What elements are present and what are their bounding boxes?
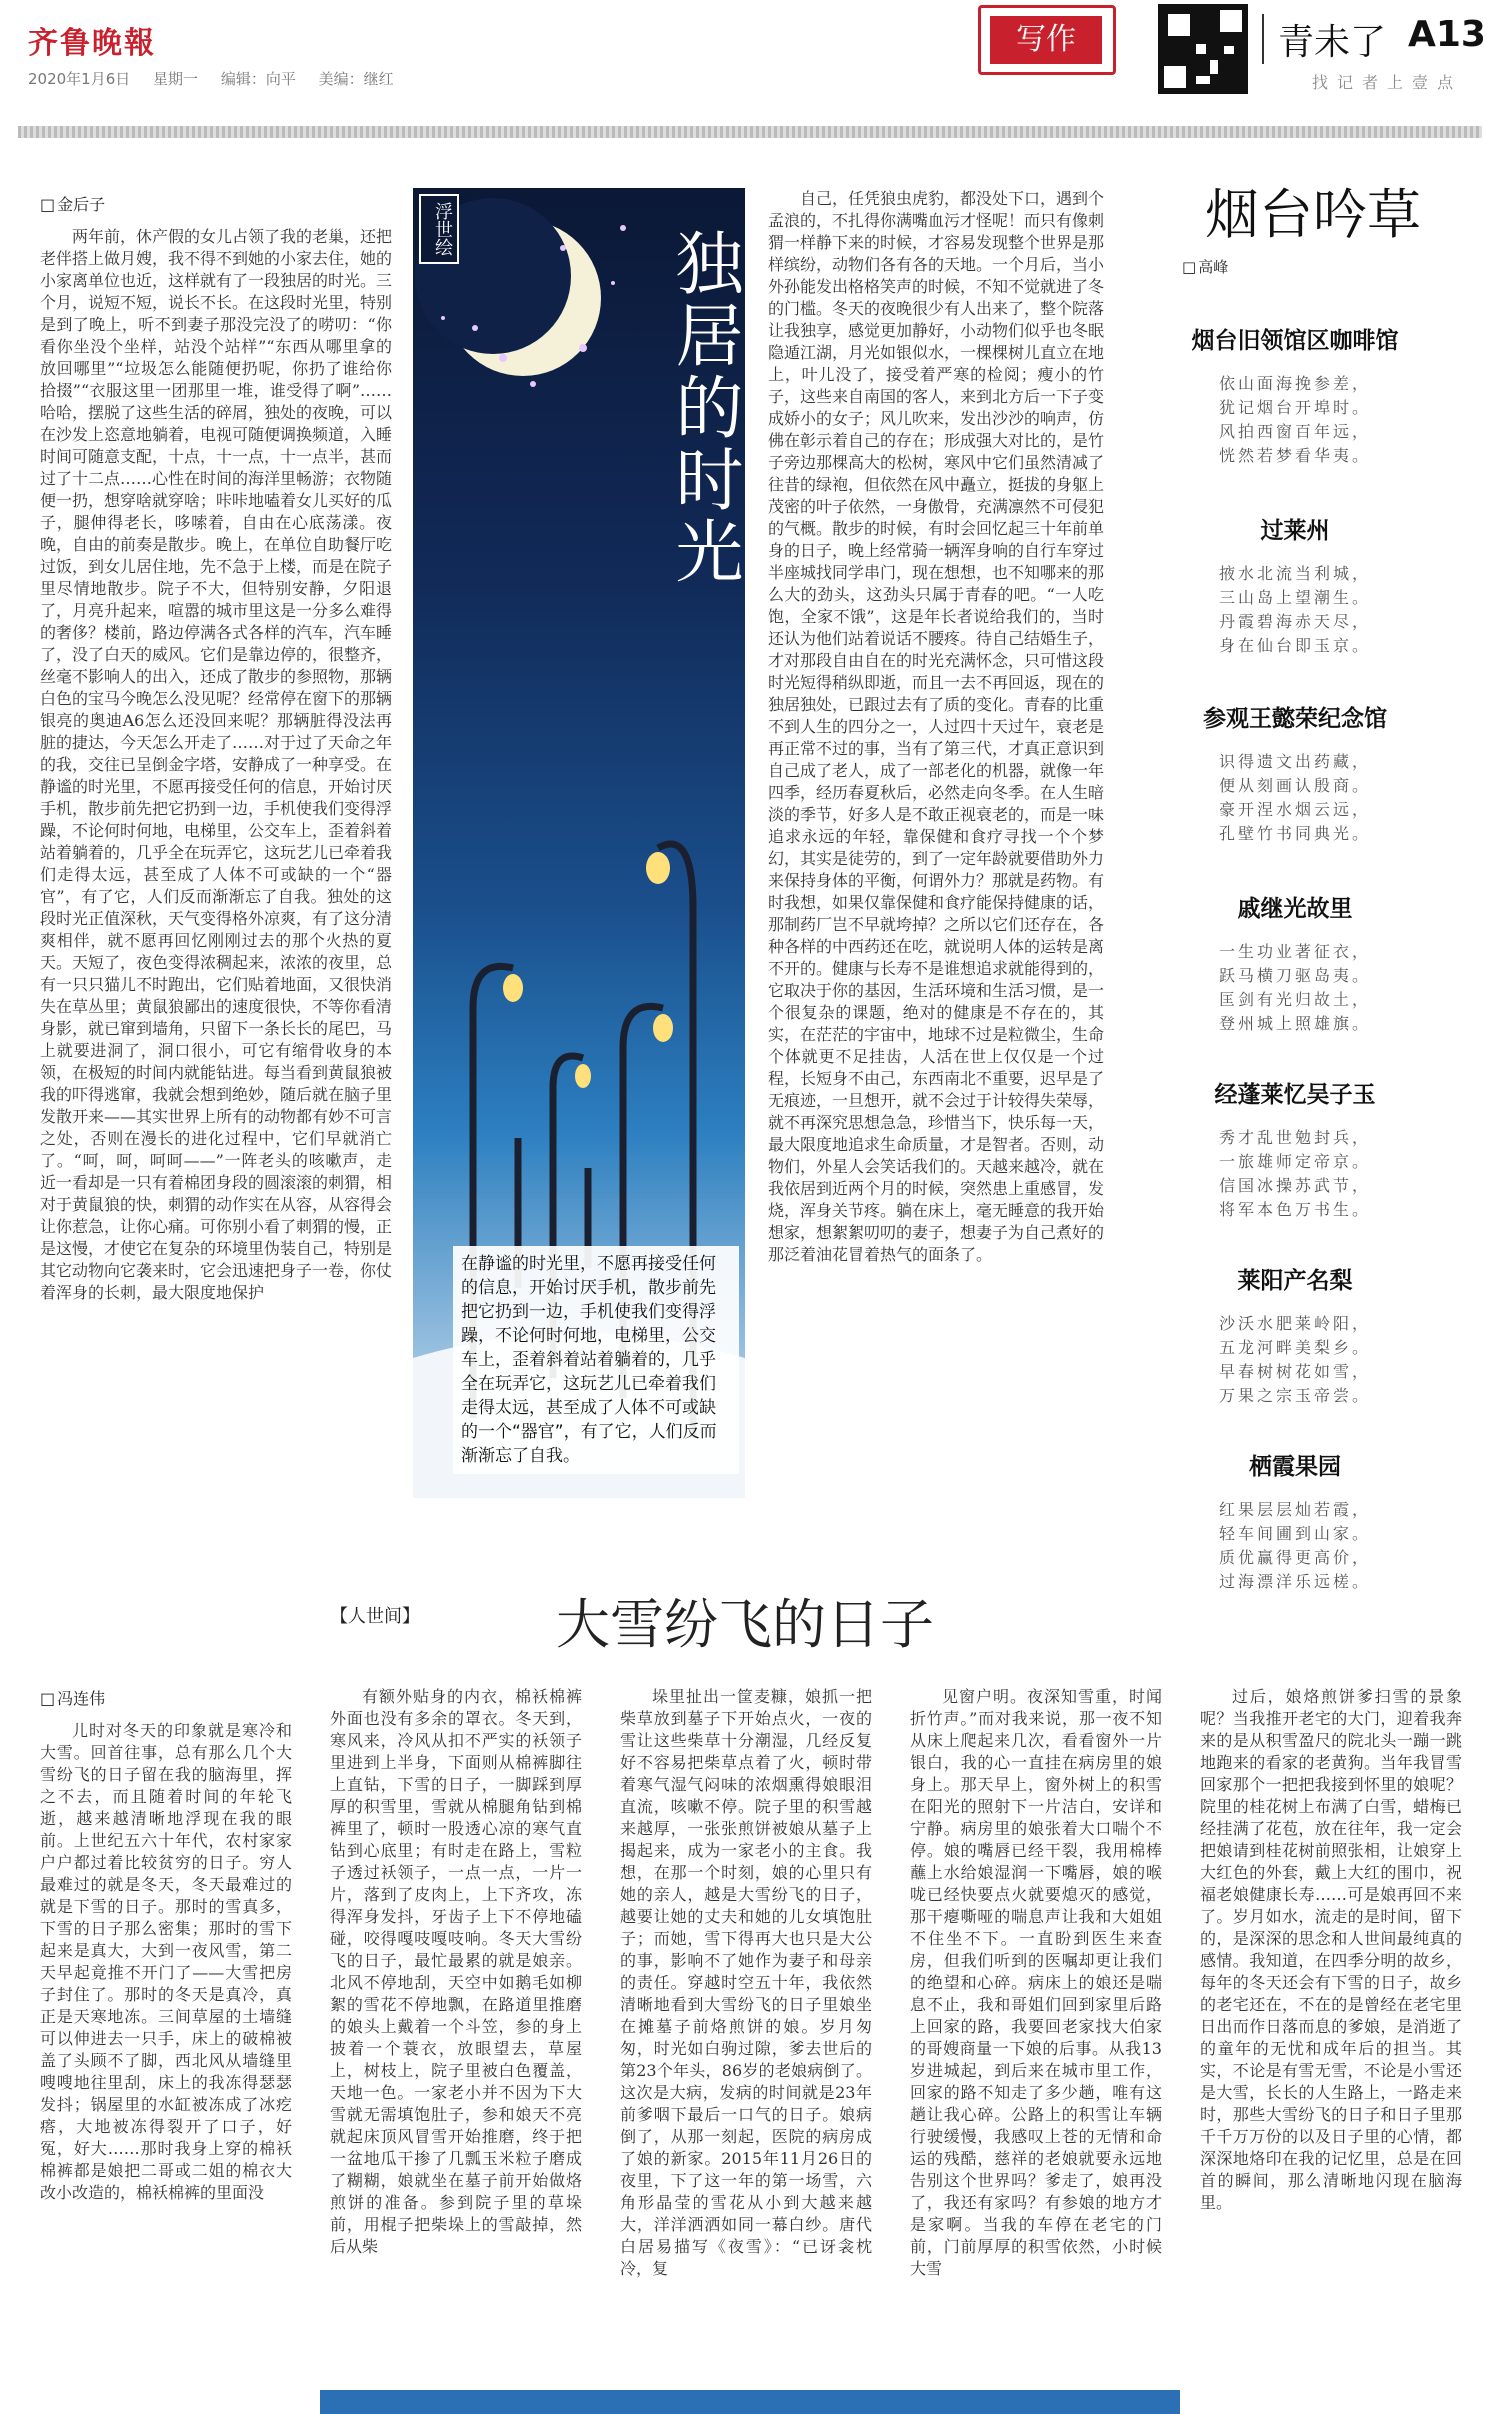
poem-title: 莱阳产名梨 <box>1237 1268 1353 1294</box>
poem-line: 豪开涅水烟云远， <box>1218 800 1371 819</box>
header-rule <box>18 126 1482 138</box>
article1-pullquote: 在静谧的时光里，不愿再接受任何的信息，开始讨厌手机，散步前先把它扔到一边，手机使我们变得浮躁，不论何时何地，电梯里，公交车上，歪着斜着站着躺着的，几乎全在玩弄它，这玩艺儿已牵着我们走得太远，甚至成了人体不可或缺的一个“器官”，有了它，人们反而渐渐忘了自我。 <box>453 1246 739 1474</box>
issue-meta <box>28 68 412 89</box>
poem-title: 参观王懿荣纪念馆 <box>1203 706 1387 732</box>
poem-line: 识得遗文出药藏， <box>1218 752 1371 771</box>
poem-line: 身在仙台即玉京。 <box>1218 636 1371 655</box>
article2-body-1: 儿时对冬天的印象就是寒冷和大雪。回首往事，总有那么几个大雪纷飞的日子留在我的脑海里，挥之不去，而且随着时间的年轮飞逝，越来越清晰地浮现在我的眼前。上世纪五六十年代，农村家家户户都过着比较贫穷的日子。穷人最难过的就是冬天，冬天最难过的就是下雪的日子。那时的雪真多，下雪的日子那么密集；那时的雪下起来是真大，大到一夜风雪，第二天早起竟推不开门了——大雪把房子封住了。那时的冬天是真冷，真正是天寒地冻。三间草屋的土墙缝可以伸进去一只手，床上的破棉被盖了头顾不了脚，西北风从墙缝里嗖嗖地往里刮，床上的我冻得瑟瑟发抖；锅屋里的水缸被冻成了冰疙瘩，大地被冻得裂开了口子，好冤，好大……那时我身上穿的棉袄棉裤都是娘把二哥或二姐的棉衣大改小改造的，棉袄棉裤的里面没 <box>40 1721 292 2202</box>
poem-title: 戚继光故里 <box>1237 896 1353 922</box>
article2-body-4: 见窗户明。夜深知雪重，时闻折竹声。”而对我来说，那一夜不知从床上爬起来几次，看看窗外一片银白，我的心一直挂在病房里的娘身上。那天早上，窗外树上的积雪在阳光的照射下一片洁白，安详和宁静。病房里的娘张着大口喘个不停。娘的嘴唇已经干裂，我用棉棒蘸上水给娘湿润一下嘴唇，娘的喉咙已经快要点火就要熄灭的感觉，那干瘪嘶哑的喘息声让我和大姐姐不住坐不下。一直盼到医生来查房，但我们听到的医嘱却更让我们的绝望和心碎。病床上的娘还是喘息不止，我和哥姐们回到家里后路上回家的路，我要回老家找大伯家的哥嫂商量一下娘的后事。从我13岁进城起，到后来在城市里工作，回家的路不知走了多少趟，唯有这趟让我心碎。公路上的积雪让车辆行驶缓慢，我感叹上苍的无情和命运的残酷，慈祥的老娘就要永远地告别这个世界吗？爹走了，娘再没了，我还有家吗？有参娘的地方才是家啊。当我的车停在老宅的门前，门前厚厚的积雪依然，小时候大雪 <box>910 1687 1162 2278</box>
article2-column-2 <box>330 1686 582 2380</box>
issue-editor: 编辑：向平 <box>220 70 296 88</box>
article2-body-2: 有额外贴身的内衣，棉袄棉裤外面也没有多余的罩衣。冬天到，寒风来，冷风从扣不严实的袄领子里进到上半身，下面则从棉裤脚往上直钻，下雪的日子，一脚踩到厚厚的积雪里，雪就从棉腿角钻到棉裤里了，顿时一股透心凉的寒气直钻到心底里；有时走在路上，雪粒子透过袄领子，一点一点，一片一片，落到了皮肉上，上下齐攻，冻得浑身发抖，牙齿子上下不停地磕碰，咬得嘎吱嘎吱响。冬天大雪纷飞的日子，最忙最累的就是娘亲。北风不停地刮，天空中如鹅毛如柳絮的雪花不停地飘，在路道里推磨的娘头上戴着一个斗笠，参的身上披着一个蓑衣，放眼望去，草屋上，树枝上，院子里被白色覆盖，天地一色。一家老小并不因为下大雪就无需填饱肚子，参和娘天不亮就起床顶风冒雪开始推磨，终于把一盆地瓜干掺了几瓢玉米粒子磨成了糊糊，娘就坐在墓子前开始做烙煎饼的准备。参到院子里的草垛前，用棍子把柴垛上的雪敲掉，然后从柴 <box>330 1687 582 2256</box>
article1-column-1 <box>40 226 392 1504</box>
poem-line: 掖水北流当利城， <box>1218 564 1371 583</box>
poem-line: 恍然若梦看华夷。 <box>1218 446 1371 465</box>
article1-illustration <box>413 188 745 1498</box>
poem-line: 孔壁竹书同典光。 <box>1218 824 1371 843</box>
poem-line: 匡剑有光归故土， <box>1218 990 1371 1009</box>
newspaper-logo: 齐鲁晚報 <box>28 26 156 61</box>
article2-title: 大雪纷飞的日子 <box>556 1593 934 1656</box>
section-name: 青未了 <box>1278 22 1387 63</box>
column-tag: 写作 <box>990 16 1102 64</box>
article2-body-5: 过后，娘烙煎饼爹扫雪的景象呢？当我推开老宅的大门，迎着我奔来的是从积雪盈尺的院北头一蹦一跳地跑来的看家的老黄狗。当年我冒雪回家那个一把把我接到怀里的娘呢？院里的桂花树上布满了白雪，蜡梅已经挂满了花苞，放在往年，我一定会把娘请到桂花树前照张相，让娘穿上大红色的外套，戴上大红的围巾，祝福老娘健康长寿……可是娘再回不来了。岁月如水，流走的是时间，留下的，是深深的思念和人世间最纯真的感情。我知道，在四季分明的故乡，每年的冬天还会有下雪的日子，故乡的老宅还在，不在的是曾经在老宅里日出而作日落而息的爹娘，是消逝了的童年的无忧和成年后的担当。其实，不论是有雪无雪，不论是小雪还是大雪，长长的人生路上，一路走来时，那些大雪纷飞的日子和日子里那千千万万份的以及日子里的心情，都深深地烙印在我的记忆里，总是在回首的瞬间，那么清晰地闪现在脑海里。 <box>1200 1687 1462 2212</box>
sidebar-title: 烟台吟草 <box>1205 183 1421 246</box>
article2-column-5 <box>1200 1686 1462 2380</box>
poem-line: 过海漂洋乐远槎。 <box>1218 1572 1371 1591</box>
page-number: A13 <box>1408 14 1486 55</box>
article2-tag: 【人世间】 <box>330 1606 420 1627</box>
issue-designer: 美编：继红 <box>318 70 394 88</box>
poem-line: 依山面海挽参差， <box>1218 374 1371 393</box>
issue-weekday: 星期一 <box>153 70 199 88</box>
article2-author: □ 冯连伟 <box>40 1686 105 1709</box>
poem-title: 栖霞果园 <box>1249 1454 1341 1480</box>
sidebar-author: □ 高峰 <box>1182 256 1228 277</box>
article1-title: 独居的时光 <box>664 228 743 588</box>
poem-line: 早春树树花如雪， <box>1218 1362 1371 1381</box>
poem-line: 风拍西窗百年远， <box>1218 422 1371 441</box>
poem-line: 便从刻画认殷商。 <box>1218 776 1371 795</box>
article2-column-4 <box>910 1686 1162 2380</box>
header-slogan: 找记者上壹点 <box>1312 73 1463 92</box>
poem-line: 犹记烟台开埠时。 <box>1218 398 1371 417</box>
poem-line: 质优赢得更高价， <box>1218 1548 1371 1567</box>
poem-line: 沙沃水肥莱岭阳， <box>1218 1314 1371 1333</box>
poem-title: 经蓬莱忆吴子玉 <box>1214 1082 1376 1108</box>
article1-author: □ 金后子 <box>40 192 105 215</box>
poem-line: 一生功业著征衣， <box>1218 942 1371 961</box>
issue-date: 2020年1月6日 <box>28 70 131 88</box>
poem-title: 烟台旧领馆区咖啡馆 <box>1191 328 1399 354</box>
footer-bar <box>320 2390 1180 2414</box>
poem-line: 红果层层灿若霞， <box>1218 1500 1371 1519</box>
poem-line: 将军本色万书生。 <box>1218 1200 1371 1219</box>
poem-line: 一旅雄师定帝京。 <box>1218 1152 1371 1171</box>
article2-column-1 <box>40 1720 292 2380</box>
article1-column-2 <box>768 188 1104 1504</box>
poem-line: 五龙河畔美梨乡。 <box>1218 1338 1371 1357</box>
article1-body-1: 两年前，休产假的女儿占领了我的老巢，还把老伴搭上做月嫂，我不得不到她的小家去住，她的小家离单位也近，这样就有了一段独居的时光。三个月，说短不短，说长不长。在这段时光里，特别是到了晚上，听不到妻子那没完没了的唠叨：“你看你坐没个坐样，站没个站样”“东西从哪里拿的放回哪里”“垃圾怎么能随便扔呢，你扔了谁给你拾掇”“衣服这里一团那里一堆，谁受得了啊”……哈哈，摆脱了这些生活的碎屑，独处的夜晚，可以在沙发上恣意地躺着，电视可随便调换频道，入睡时间可随意支配，十点，十一点，十一点半，甚而过了十二点……心性在时间的海洋里畅游；衣物随便一扔，想穿啥就穿啥；咔咔地嗑着女儿买好的瓜子，腿伸得老长，哆嗦着，自由在心底荡漾。夜晚，自由的前奏是散步。晚上，在单位自助餐厅吃过饭，到女儿居住地，先不急于上楼，而是在院子里尽情地散步。院子不大，但特别安静，夕阳退了，月亮升起来，喧嚣的城市里这是一分多么难得的奢侈？楼前，路边停满各式各样的汽车，汽车睡了，没了白天的威风。它们是靠边停的，很整齐，丝毫不影响人的出入，还成了散步的参照物，那辆白色的宝马今晚怎么没见呢？经常停在窗下的那辆银亮的奥迪A6怎么还没回来呢？那辆脏得没法再脏的捷达，今天怎么开走了……对于过了天命之年的我，交往已呈倒金字塔，安静成了一种享受。在静谧的时光里，不愿再接受任何的信息，开始讨厌手机，散步前先把它扔到一边，手机使我们变得浮躁，不论何时何地，电梯里，公交车上，歪着斜着站着躺着的，几乎全在玩弄它，这玩艺儿已牵着我们走得太远，甚至成了人体不可或缺的一个“器官”，有了它，人们反而渐渐忘了自我。独处的这段时光正值深秋，天气变得格外凉爽，有了这分清爽相伴，就不愿再回忆刚刚过去的那个火热的夏天。天短了，夜色变得浓稠起来，浓浓的夜里，总有一只只猫儿不时跑出，它们贴着地面，又很快消失在草丛里；黄鼠狼鄙出的速度很快，不等你看清身影，就已窜到墙角，只留下一条长长的尾巴，马上就要进洞了，洞口很小，可它有缩骨收身的本领，在极短的时间内就能钻进。每当看到黄鼠狼被我的吓得逃窜，我就会想到绝妙，随后就在脑子里发散开来——其实世界上所有的动物都有妙不可言之处，否则在漫长的进化过程中，它们早就消亡了。“呵，呵，呵呵——”一阵老头的咳嗽声，走近一看却是一只有着棉团身段的圆滚滚的刺猬，相对于黄鼠狼的快，刺猬的动作实在从容，从容得会让你惹急，让你心痛。可你别小看了刺猬的慢，正是这慢，才使它在复杂的环境里伪装自己，特别是其它动物向它袭来时，它会迅速把身子一卷，你仗着浑身的长刺，最大限度地保护 <box>40 227 392 1302</box>
poem-line: 秀才乱世勉封兵， <box>1218 1128 1371 1147</box>
poem-line: 万果之宗玉帝尝。 <box>1218 1386 1371 1405</box>
article1-body-2: 自己，任凭狼虫虎豹，都没处下口，遇到个孟浪的，不扎得你满嘴血污才怪呢！而只有像刺猬一样静下来的时候，才容易发现整个世界是那样缤纷，动物们各有各的天地。一个月后，当小外孙能发出格格笑声的时候，不知不觉就进了冬的门槛。冬天的夜晚很少有人出来了，整个院落让我独享，感觉更加静好，小动物们似乎也冬眠隐遁江湖，月光如银似水，一棵棵树儿直立在地上，叶儿没了，接受着严寒的检阅；瘦小的竹子，这些来自南国的客人，来到北方后一下子变成娇小的女子；风儿吹来，发出沙沙的响声，仿佛在彰示着自己的存在；形成强大对比的，是竹子旁边那棵高大的松树，寒风中它们虽然清减了往昔的绿袍，但依然在风中矗立，挺拔的身躯上茂密的叶子依然，一身傲骨，充满凛然不可侵犯的气概。散步的时候，有时会回忆起三十年前单身的日子，晚上经常骑一辆浑身响的自行车穿过半座城找同学串门，现在想想，也不知哪来的那么大的劲头，这劲头只属于青春的吧。“一人吃饱，全家不饿”，这是年长者说给我们的，当时还认为他们站着说话不腰疼。待自己结婚生子，才对那段自由自在的时光充满怀念，只可惜这段时光短得稍纵即逝，而且一去不再回返，现在的独居独处，已跟过去有了质的变化。青春的比重不到人生的四分之一，人过四十天过午，衰老是再正常不过的事，当有了第三代，才真正意识到自己成了老人，成了一部老化的机器，就像一年四季，经历春夏秋后，必然走向冬季。在人生暗淡的季节，好多人是不敢正视衰老的，而是一味追求永远的年轻，靠保健和食疗寻找一个个梦幻，其实是徒劳的，到了一定年龄就要借助外力来保持身体的平衡，何谓外力？那就是药物。有时我想，如果仅靠保健和食疗能保持健康的话，那制药厂岂不早就垮掉？之所以它们还存在，各种各样的中西药还在吃，就说明人体的运转是离不开的。健康与长寿不是谁想追求就能得到的，它取决于你的基因，生活环境和生活习惯，是一个很复杂的课题，绝对的健康是不存在的，其实，在茫茫的宇宙中，地球不过是粒微尘，生命个体就更不足挂齿，人活在世上仅仅是一个过程，长短身不由己，东西南北不重要，迟早是了无痕迹，一旦想开，就不会过于计较得失荣辱，就不再深究思想急急，珍惜当下，快乐每一天，最大限度地追求生命质量，才是智者。否则，动物们，外星人会笑话我们的。天越来越冷，就在我依居到近两个月的时候，突然患上重感冒，发烧，浑身关节疼。躺在床上，毫无睡意的我开始想家，想絮絮叨叨的妻子，想妻子为自己煮好的那泛着油花冒着热气的面条了。 <box>768 189 1104 1264</box>
poem-line: 丹霞碧海赤天尽， <box>1218 612 1371 631</box>
poem-line: 轻车间圃到山家。 <box>1218 1524 1371 1543</box>
poem-line: 三山岛上望潮生。 <box>1218 588 1371 607</box>
qr-code-icon[interactable] <box>1158 4 1248 94</box>
poem-line: 信国冰操苏武节， <box>1218 1176 1371 1195</box>
poem-line: 登州城上照雄旗。 <box>1218 1014 1371 1033</box>
poem-line: 跃马横刀驱岛夷。 <box>1218 966 1371 985</box>
poem-title: 过莱州 <box>1260 518 1330 544</box>
article1-tag: 浮世绘 <box>419 194 459 264</box>
article2-body-3: 垛里扯出一筐麦糠，娘抓一把柴草放到墓子下开始点火，一夜的雪让这些柴草十分潮湿，几经反复好不容易把柴草点着了火，顿时带着寒气湿气闷味的浓烟熏得娘眼泪直流，咳嗽不停。院子里的积雪越来越厚，一张张煎饼被娘从墓子上揭起来，成为一家老小的主食。我想，在那一个时刻，娘的心里只有她的亲人，越是大雪纷飞的日子，越要让她的丈夫和她的儿女填饱肚子；而她，雪下得再大也只是大公的事，影响不了她作为妻子和母亲的责任。穿越时空五十年，我依然清晰地看到大雪纷飞的日子里娘坐在摊墓子前烙煎饼的娘。岁月匆匆，时光如白驹过隙，爹去世后的第23个年头，86岁的老娘病倒了。这次是大病，发病的时间就是23年前爹咽下最后一口气的日子。娘病倒了，从那一刻起，医院的病房成了娘的新家。2015年11月26日的夜里，下了这一年的第一场雪，六角形晶莹的雪花从小到大越来越大，洋洋洒洒如同一幕白纱。唐代白居易描写《夜雪》：“已讶衾枕冷，复 <box>620 1687 872 2278</box>
article2-column-3 <box>620 1686 872 2380</box>
header-divider <box>1262 14 1264 64</box>
